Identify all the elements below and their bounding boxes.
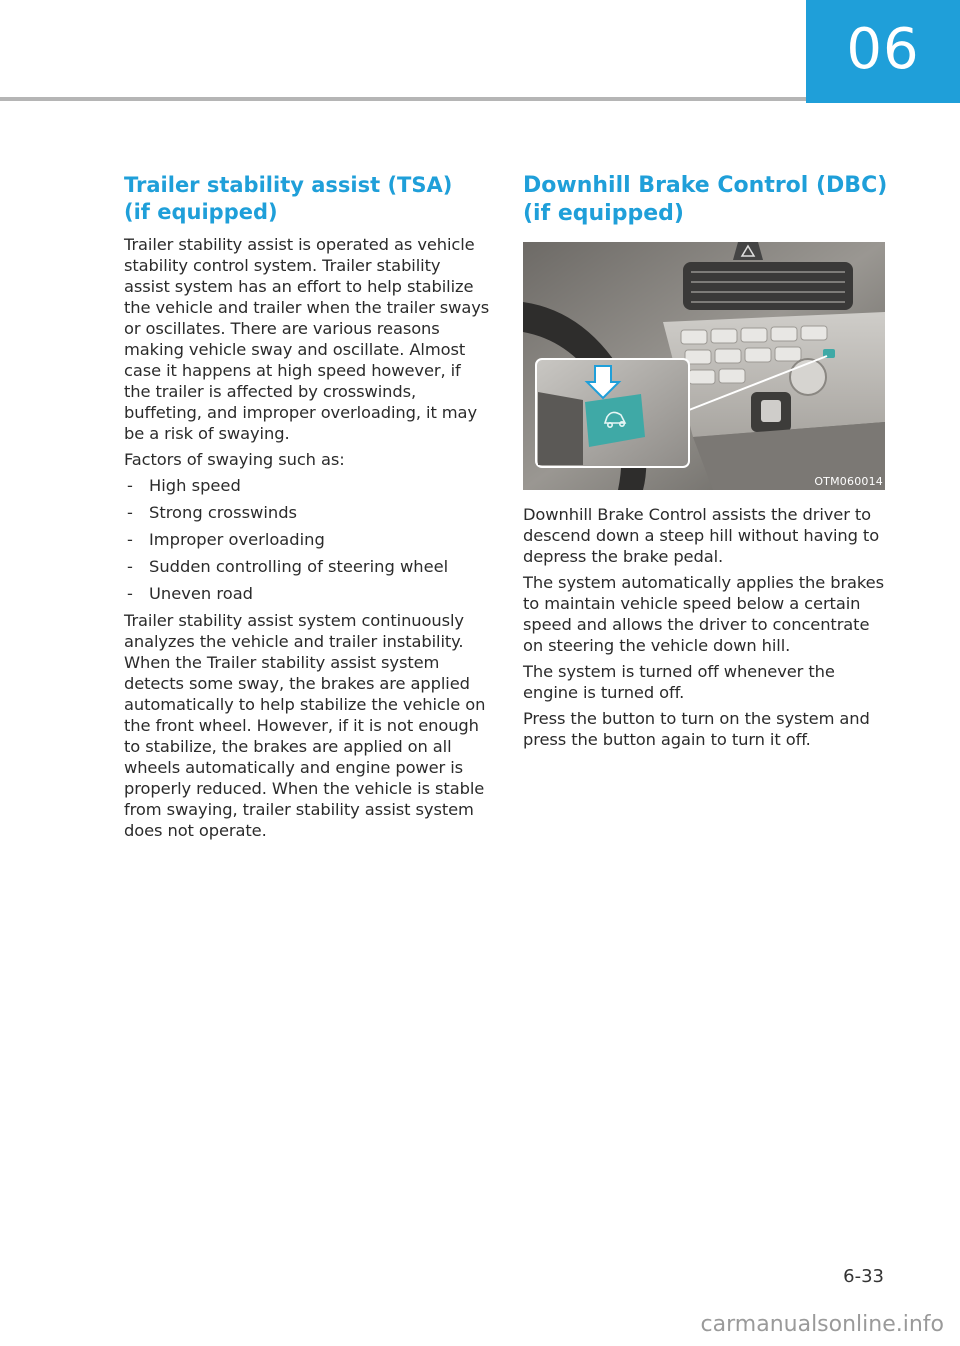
list-item: - Strong crosswinds: [124, 502, 490, 523]
chapter-tab: [806, 0, 960, 103]
dashboard-illustration: [523, 242, 885, 490]
tsa-heading: [124, 172, 490, 226]
dbc-heading-line2: (if equipped): [523, 201, 684, 226]
dbc-paragraph: Downhill Brake Control assists the driver to descend down a steep hill without having to depress the brake pedal.: [523, 505, 880, 566]
list-item: - Uneven road: [124, 583, 490, 604]
tsa-closing-paragraph: Trailer stability assist system continuously analyzes the vehicle and trailer instability. When the Trailer stability assist system detects some sway, the brakes are applied automatically to help stabilize the vehicle on the front wheel. However, if it is not enough to stabilize, the brakes are applied on all wheels automatically and engine power is properly reduced. When the vehicle is stable from swaying, trailer stability assist system does not operate.: [124, 611, 486, 840]
sway-factors-list: [124, 475, 490, 604]
watermark: carmanualsonline.info: [700, 1312, 944, 1337]
list-item: - Improper overloading: [124, 529, 490, 550]
dbc-section: [523, 172, 889, 755]
list-item: - Sudden controlling of steering wheel: [124, 556, 490, 577]
tsa-section: [124, 172, 490, 846]
dbc-heading: [523, 172, 889, 228]
figure-code: OTM060014: [814, 475, 883, 488]
list-item: - High speed: [124, 475, 490, 496]
dbc-paragraph: The system automatically applies the brakes to maintain vehicle speed below a certain speed and allows the driver to concentrate on steering the vehicle down hill.: [523, 573, 884, 655]
dbc-heading-line1: Downhill Brake Control (DBC): [523, 173, 888, 198]
dbc-paragraph: The system is turned off whenever the engine is turned off.: [523, 662, 835, 702]
tsa-intro-paragraph: Trailer stability assist is operated as vehicle stability control system. Trailer stability assist system has an effort to help stabilize the vehicle and trailer when the trailer sways or oscillates. There are various reasons making vehicle sway and oscillate. Almost case it happens at high speed however, if the trailer is affected by crosswinds, buffeting, and improper overloading, it may be a risk of swaying.: [124, 235, 490, 443]
tsa-heading-line2: (if equipped): [124, 200, 278, 224]
chapter-number: 06: [846, 17, 920, 82]
page-number: 6-33: [843, 1266, 884, 1287]
dbc-paragraph: Press the button to turn on the system and press the button again to turn it off.: [523, 709, 870, 749]
tsa-factors-lead: Factors of swaying such as:: [124, 450, 345, 469]
dbc-button-photo: [523, 242, 885, 490]
header-rule: [0, 97, 806, 101]
tsa-heading-line1: Trailer stability assist (TSA): [124, 173, 453, 197]
